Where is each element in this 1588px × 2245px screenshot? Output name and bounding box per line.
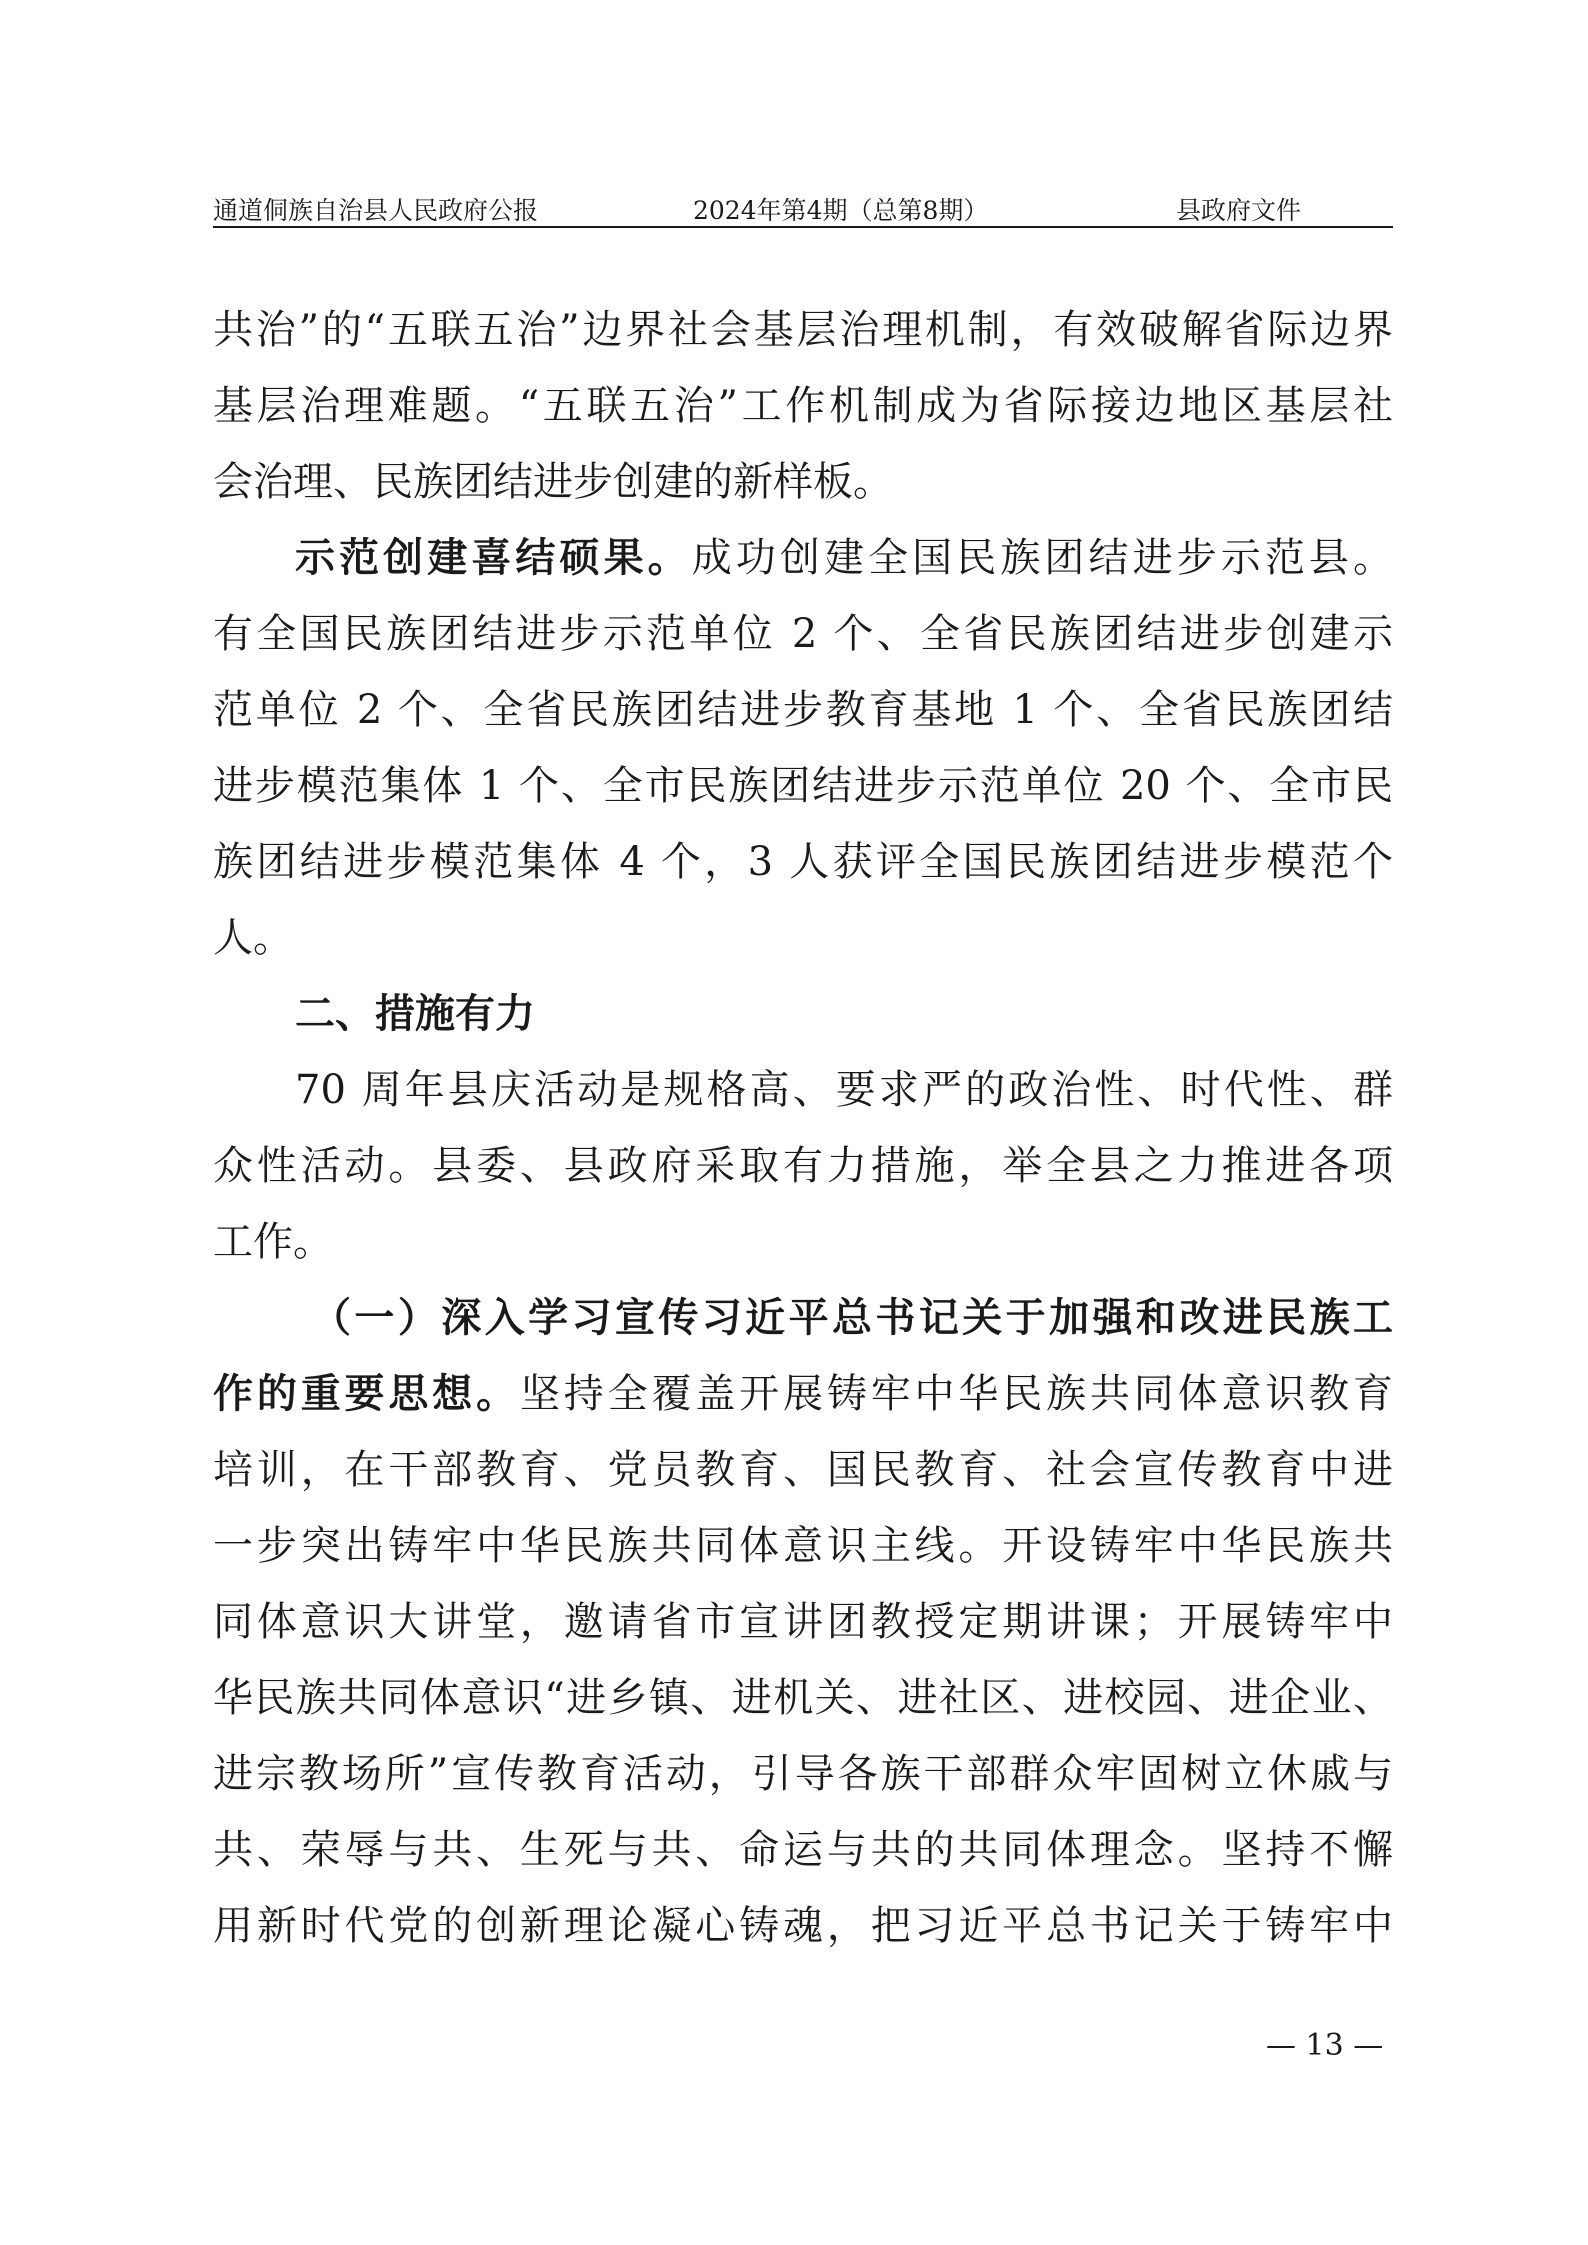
body-line: 培训，在干部教育、党员教育、国民教育、社会宣传教育中进 bbox=[213, 1447, 1393, 1493]
body-line: 进宗教场所”宣传教育活动，引导各族干部群众牢固树立休戚与 bbox=[213, 1751, 1393, 1797]
page-number: — 13 — bbox=[1266, 2028, 1384, 2063]
header-rule bbox=[213, 226, 1393, 228]
body-line: 族团结进步模范集体 4 个，3 人获评全国民族团结进步模范个 bbox=[213, 839, 1393, 885]
subsection-heading: （一）深入学习宣传习近平总书记关于加强和改进民族工 bbox=[311, 1294, 1393, 1341]
document-header bbox=[213, 196, 1393, 226]
body-line: 共、荣辱与共、生死与共、命运与共的共同体理念。坚持不懈 bbox=[213, 1827, 1393, 1873]
body-line: 进步模范集体 1 个、全市民族团结进步示范单位 20 个、全市民 bbox=[213, 763, 1393, 809]
body-line: 工作。 bbox=[213, 1219, 333, 1265]
document-body bbox=[213, 292, 1393, 1964]
header-issue-number: 2024年第4期（总第8期） bbox=[693, 196, 989, 225]
paragraph-first-line bbox=[213, 1356, 1393, 1432]
subsection-heading-end: 作的重要思想。 bbox=[213, 1370, 520, 1417]
body-line: 人。 bbox=[213, 915, 293, 961]
paragraph-text: 成功创建全国民族团结进步示范县。 bbox=[691, 535, 1393, 581]
body-line: 70 周年县庆活动是规格高、要求严的政治性、时代性、群 bbox=[295, 1067, 1393, 1113]
paragraph-first-line bbox=[213, 520, 1393, 596]
body-line: 会治理、民族团结进步创建的新样板。 bbox=[213, 459, 893, 505]
header-section-name: 县政府文件 bbox=[1176, 196, 1302, 225]
body-line: 基层治理难题。“五联五治”工作机制成为省际接边地区基层社 bbox=[213, 383, 1393, 429]
body-line: 有全国民族团结进步示范单位 2 个、全省民族团结进步创建示 bbox=[213, 611, 1393, 657]
section-heading: 二、措施有力 bbox=[295, 991, 535, 1037]
paragraph-lead-heading: 示范创建喜结硕果。 bbox=[295, 535, 692, 581]
body-line: 一步突出铸牢中华民族共同体意识主线。开设铸牢中华民族共 bbox=[213, 1523, 1393, 1569]
body-line: 华民族共同体意识“进乡镇、进机关、进社区、进校园、进企业、 bbox=[213, 1675, 1393, 1721]
body-line: 范单位 2 个、全省民族团结进步教育基地 1 个、全省民族团结 bbox=[213, 687, 1393, 733]
body-line: 用新时代党的创新理论凝心铸魂，把习近平总书记关于铸牢中 bbox=[213, 1903, 1393, 1949]
header-publication-title: 通道侗族自治县人民政府公报 bbox=[213, 196, 539, 225]
paragraph-text: 坚持全覆盖开展铸牢中华民族共同体意识教育 bbox=[519, 1371, 1393, 1417]
body-line: 同体意识大讲堂，邀请省市宣讲团教授定期讲课；开展铸牢中 bbox=[213, 1599, 1393, 1645]
body-line: 共治”的“五联五治”边界社会基层治理机制，有效破解省际边界 bbox=[213, 307, 1393, 353]
body-line: 众性活动。县委、县政府采取有力措施，举全县之力推进各项 bbox=[213, 1143, 1393, 1189]
